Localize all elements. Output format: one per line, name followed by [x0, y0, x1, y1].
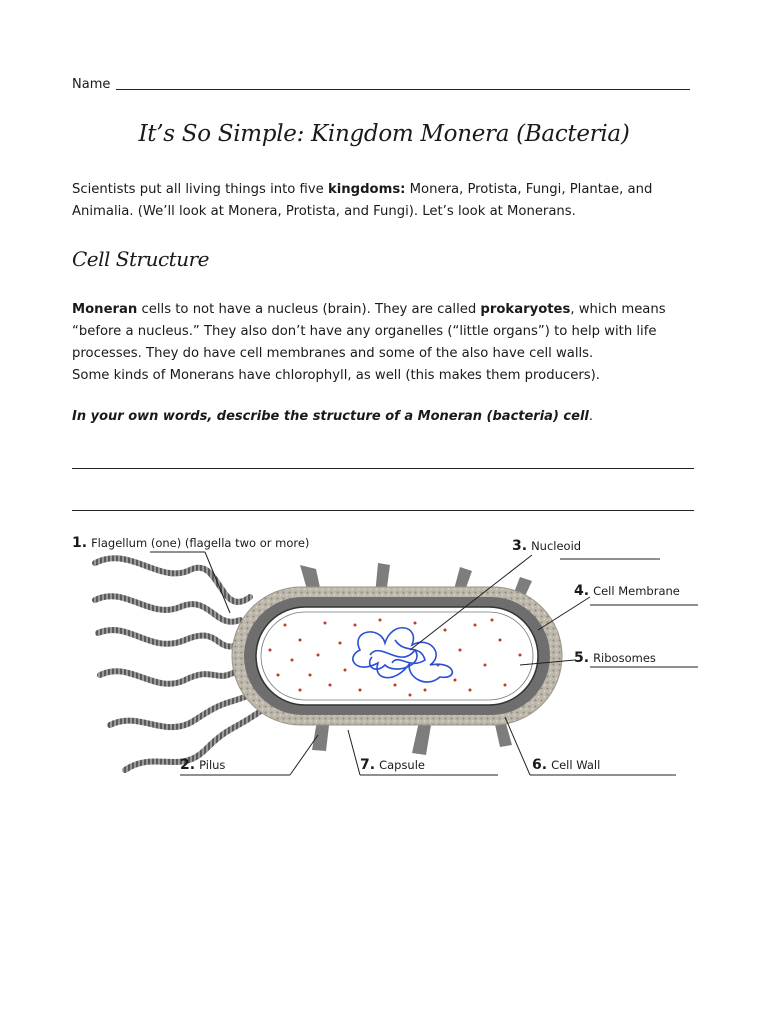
label-cell-wall: 6. Cell Wall — [532, 757, 601, 773]
section-heading: Cell Structure — [72, 247, 209, 271]
page-title: It’s So Simple: Kingdom Monera (Bacteria) — [138, 121, 630, 147]
label-pilus: 2. Pilus — [180, 757, 226, 773]
term-prokaryotes: prokaryotes — [480, 302, 571, 317]
term-moneran: Moneran — [72, 302, 138, 317]
intro-paragraph: Scientists put all living things into five kingdoms: Monera, Protista, Fungi, Plantae, and Animalia. (We’ll look at Monera, Protista, and Fungi). Let’s look at Monerans. — [72, 182, 653, 219]
term-kingdoms: kingdoms: — [327, 182, 406, 197]
question-prompt: In your own words, describe the structure of a Moneran (bacteria) cell. — [72, 409, 593, 424]
label-capsule: 7. Capsule — [360, 757, 425, 773]
label-flagellum: 1. Flagellum (one) (flagella two or more) — [72, 535, 310, 551]
label-ribosomes: 5. Ribosomes — [574, 650, 656, 666]
name-label: Name — [72, 77, 111, 92]
answer-line-1[interactable] — [72, 468, 694, 469]
answer-line-2[interactable] — [72, 510, 694, 511]
cell-structure-paragraph: Moneran cells to not have a nucleus (brain). They are called prokaryotes, which means “before a nucleus.” They also don’t have any organelles (“little organs”) to help with life processes. They do have cell membranes and some of the also have cell walls. Some kinds of Monerans have chlorophyll, as well (this makes them producers). — [72, 302, 666, 383]
name-blank-line — [116, 78, 690, 90]
name-field[interactable] — [72, 77, 690, 92]
label-nucleoid: 3. Nucleoid — [512, 538, 582, 554]
label-cell-membrane: 4. Cell Membrane — [574, 583, 680, 599]
